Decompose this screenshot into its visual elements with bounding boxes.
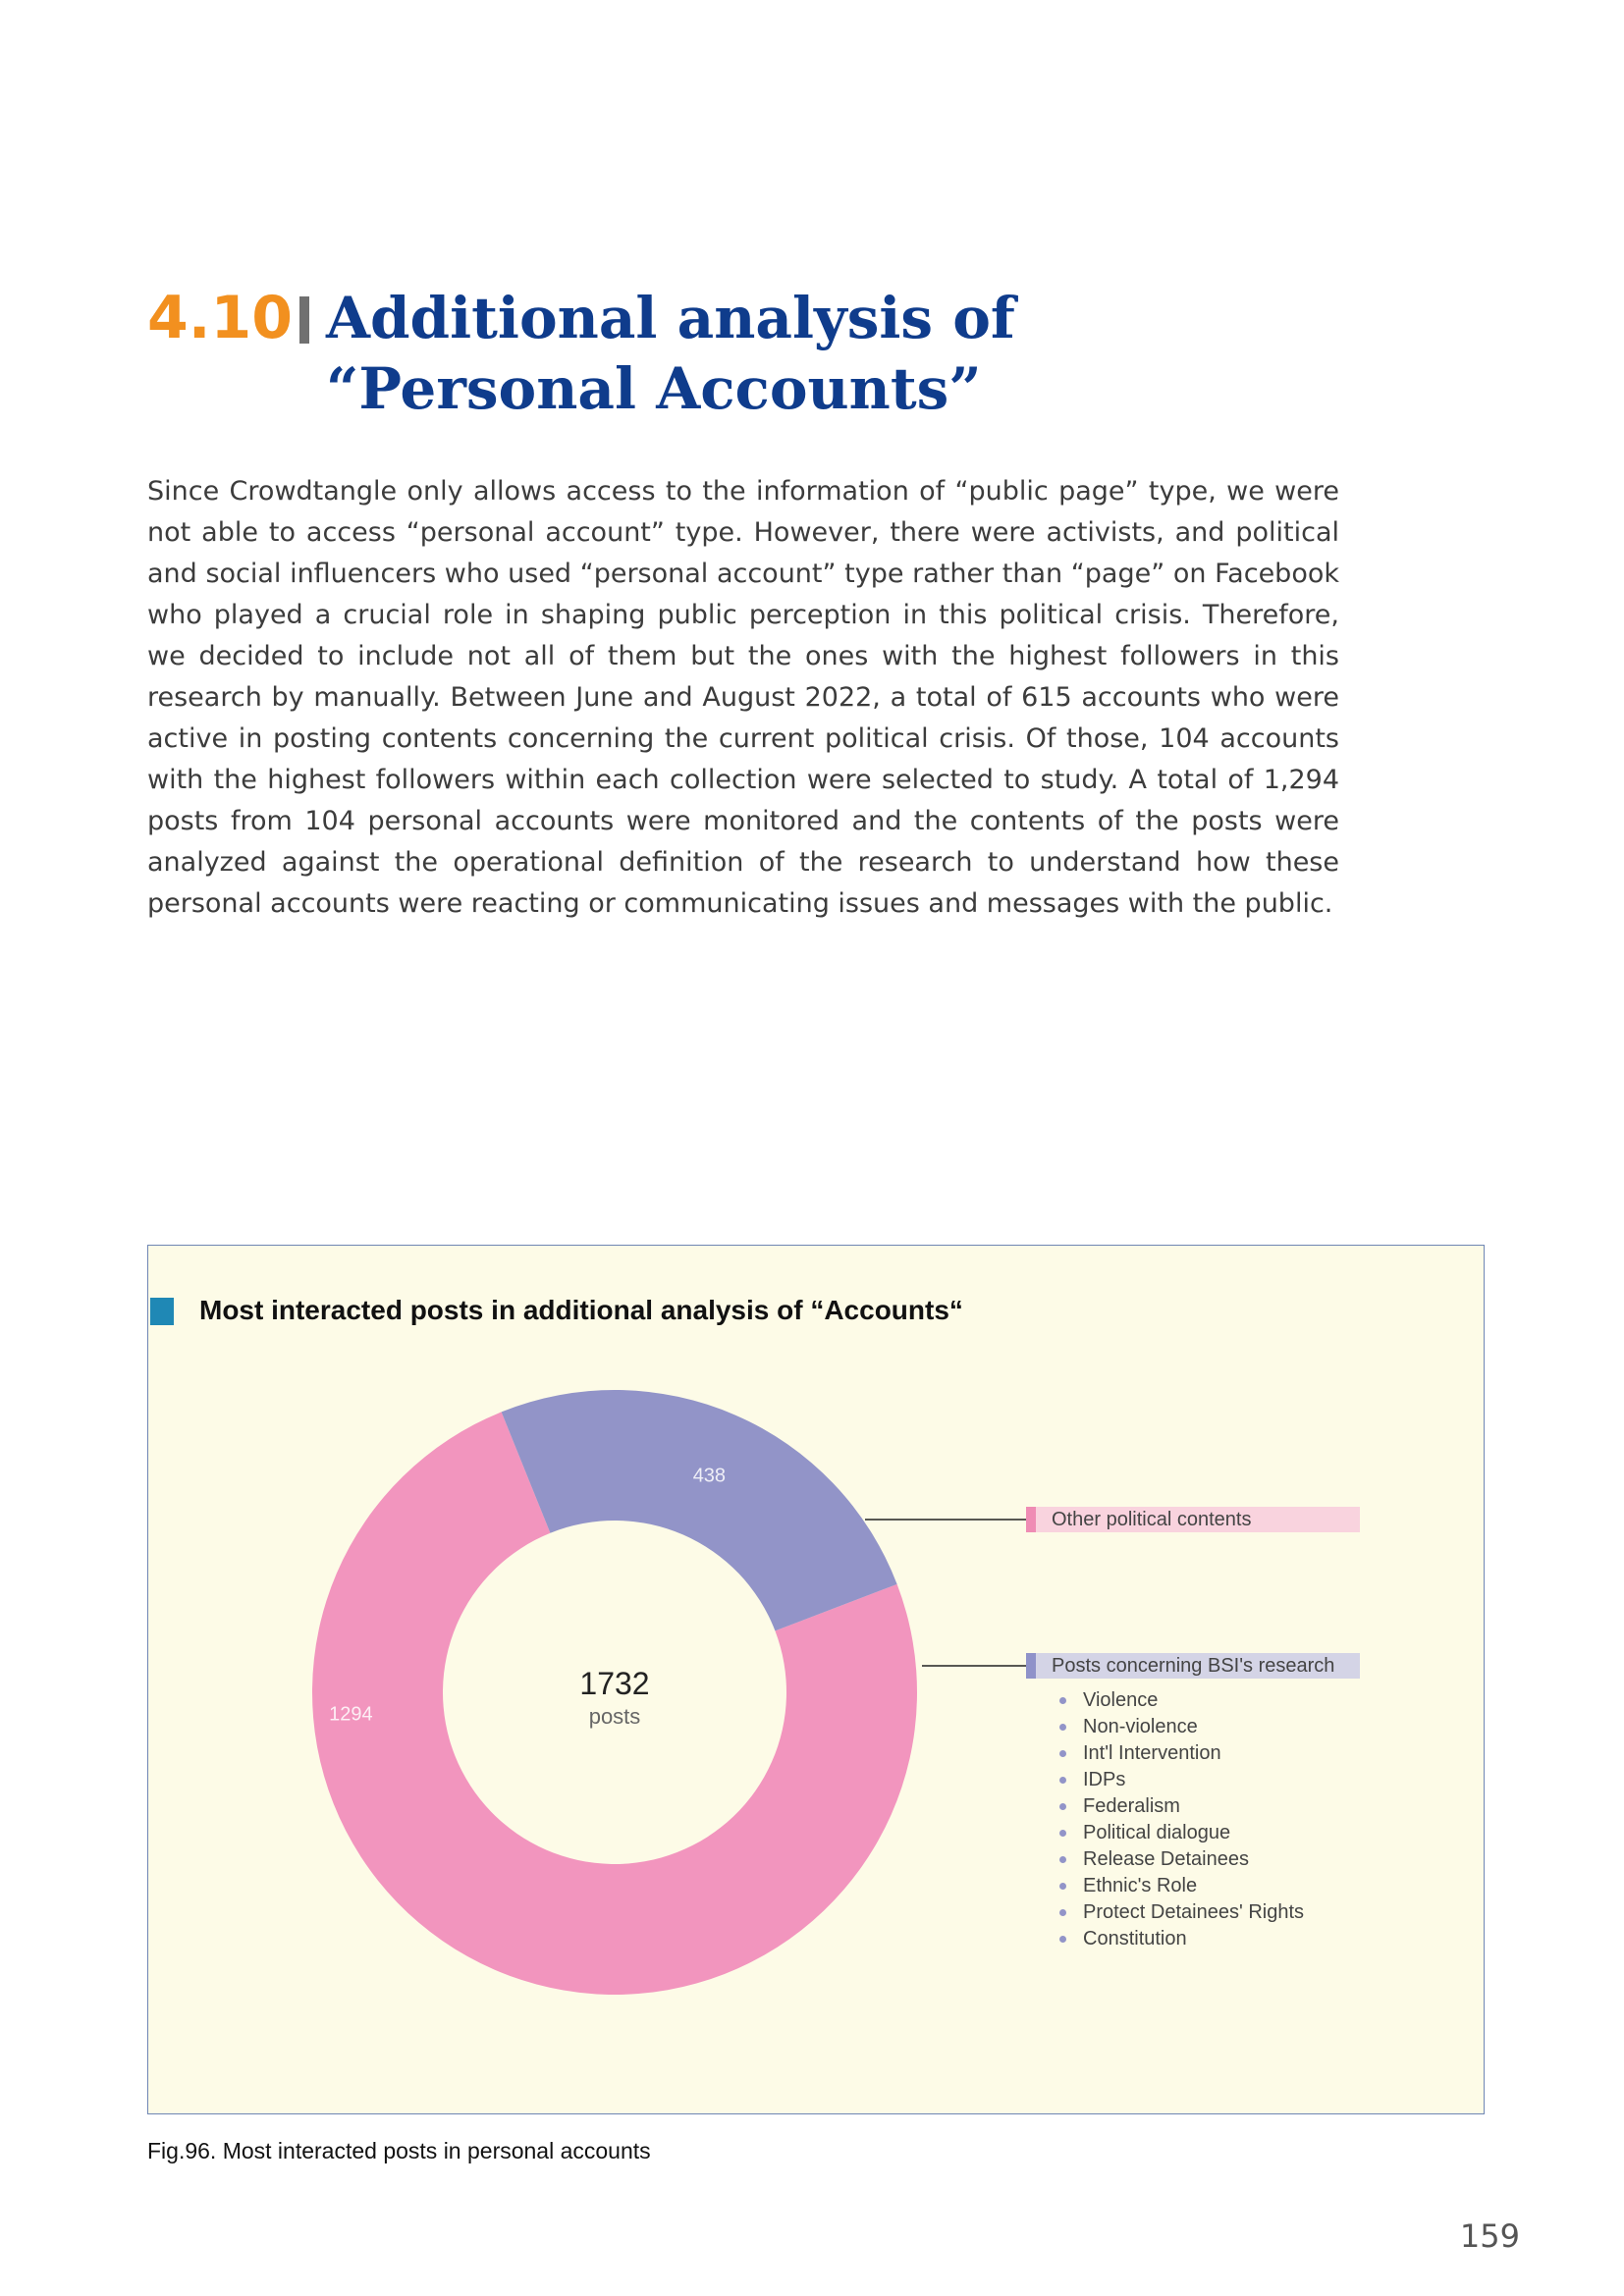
legend-subitem: Protect Detainees' Rights (1059, 1899, 1304, 1926)
legend-subitem: Political dialogue (1059, 1820, 1304, 1846)
section-title-line-2: “Personal Accounts” (326, 355, 982, 422)
section-divider (299, 296, 309, 344)
chart-panel (147, 1245, 1485, 2114)
figure-caption: Fig.96. Most interacted posts in personal accounts (147, 2138, 651, 2163)
section-title-line-1: Additional analysis of (326, 285, 1015, 351)
legend-subitem: Ethnic's Role (1059, 1873, 1304, 1899)
section-title (326, 283, 1210, 424)
legend-item-other-political: Other political contents (1026, 1507, 1360, 1532)
legend-subitem: Violence (1059, 1687, 1304, 1714)
legend-subitem: Non-violence (1059, 1714, 1304, 1740)
slice-value-label: 1294 (329, 1703, 373, 1726)
donut-chart (148, 1246, 1483, 2112)
legend-subitem: IDPs (1059, 1767, 1304, 1793)
legend-subcategory-list (1059, 1687, 1304, 1952)
chart-title: Most interacted posts in additional analysis of “Accounts“ (199, 1295, 963, 1325)
section-number: 4.10 (147, 284, 294, 352)
legend-subitem: Federalism (1059, 1793, 1304, 1820)
body-paragraph: Since Crowdtangle only allows access to the information of “public page” type, we were not able to access “personal account” type. However, there were activists, and political and social influencers who used “personal account” type rather than “page” on Facebook who played a crucial role in shaping public perception in this political crisis. Therefore, we decided to include not all of them but the ones with the highest followers in this research by manually. Between June and August 2022, a total of 615 accounts who were active in posting contents concerning the current political crisis. Of those, 104 accounts with the highest followers within each collection were selected to study. A total of 1,294 posts from 104 personal accounts were monitored and the contents of the posts were analyzed against the operational definition of the research to understand how these personal accounts were reacting or communicating issues and messages with the public. (147, 476, 1339, 919)
donut-slice-1 (502, 1390, 897, 1630)
slice-value-label: 438 (692, 1465, 727, 1487)
legend-item-bsi-research: Posts concerning BSI's research (1026, 1653, 1360, 1679)
page-number: 159 (1459, 2217, 1520, 2255)
donut-center-unit: posts (588, 1704, 641, 1729)
legend-subitem: Constitution (1059, 1926, 1304, 1952)
donut-center-value: 1732 (579, 1666, 650, 1701)
legend-subitem: Int'l Intervention (1059, 1740, 1304, 1767)
legend-subitem: Release Detainees (1059, 1846, 1304, 1873)
